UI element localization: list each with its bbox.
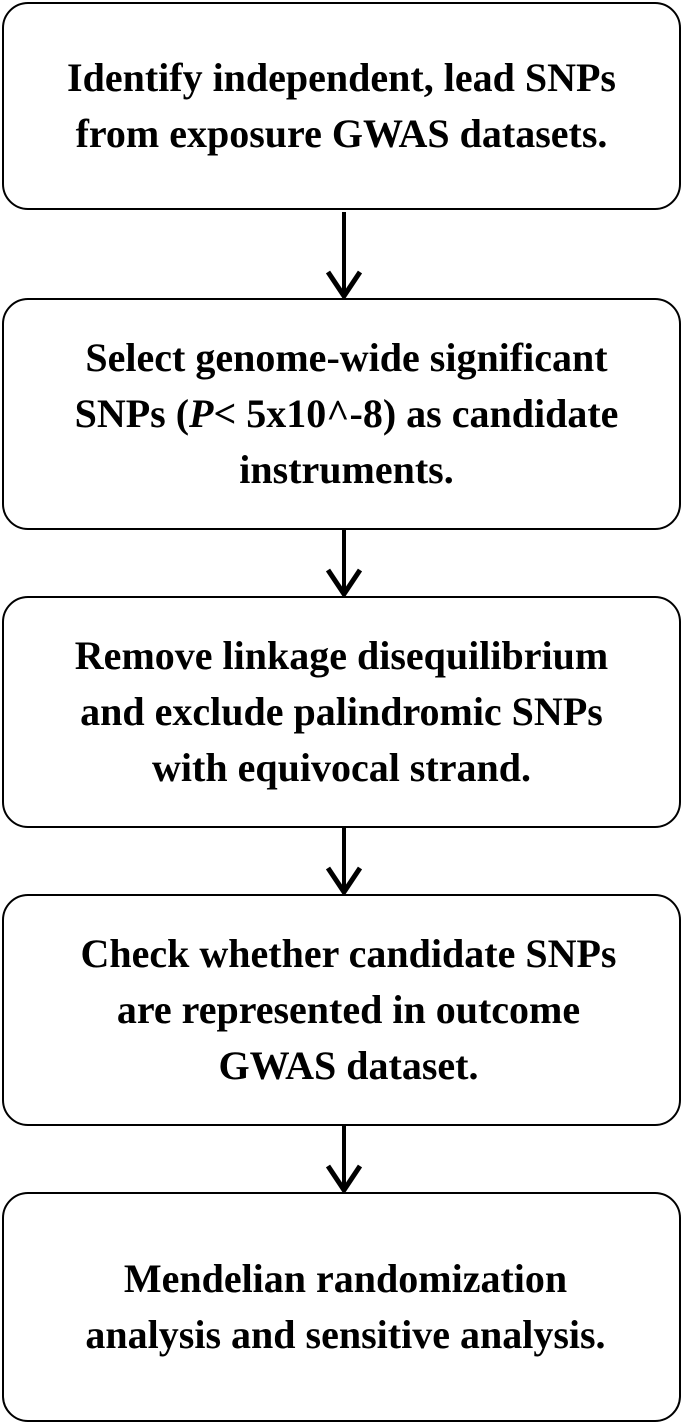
step-1-text (67, 50, 616, 162)
arrow-4-5 (324, 1126, 364, 1194)
step-5-line-1: Mendelian randomization (123, 1256, 568, 1301)
step-1-line-2: from exposure GWAS datasets. (75, 111, 608, 156)
step-1-line-1: Identify independent, lead SNPs (67, 55, 616, 100)
step-2-line-2-italic: P (189, 391, 214, 436)
arrow-3-4 (324, 828, 364, 896)
step-4-box (2, 894, 681, 1126)
step-2-line-2-post: < 5x10^-8) as candidate (213, 391, 619, 436)
step-5-line-2: analysis and sensitive analysis. (85, 1312, 606, 1357)
arrow-2-3 (324, 530, 364, 598)
step-3-line-3: with equivocal strand. (152, 745, 531, 790)
step-4-text (67, 926, 617, 1094)
step-3-line-1: Remove linkage disequilibrium (74, 633, 609, 678)
step-2-line-1: Select genome-wide significant (85, 335, 608, 380)
step-4-line-1: Check whether candidate SNPs (80, 931, 617, 976)
step-5-box (2, 1192, 681, 1422)
step-1-box (2, 2, 681, 210)
step-3-text (75, 628, 608, 796)
step-2-line-3: instruments. (239, 447, 454, 492)
step-2-text (65, 330, 619, 498)
down-arrow-icon (324, 1126, 364, 1194)
step-2-line-2-pre: SNPs ( (74, 391, 190, 436)
step-5-text (77, 1251, 605, 1363)
step-4-line-3: GWAS dataset. (218, 1043, 479, 1088)
step-2-box (2, 298, 681, 530)
down-arrow-icon (324, 530, 364, 598)
down-arrow-icon (324, 828, 364, 896)
down-arrow-icon (324, 212, 364, 300)
step-3-box (2, 596, 681, 828)
step-3-line-2: and exclude palindromic SNPs (80, 689, 603, 734)
arrow-1-2 (324, 212, 364, 300)
step-4-line-2: are represented in outcome (116, 987, 581, 1032)
